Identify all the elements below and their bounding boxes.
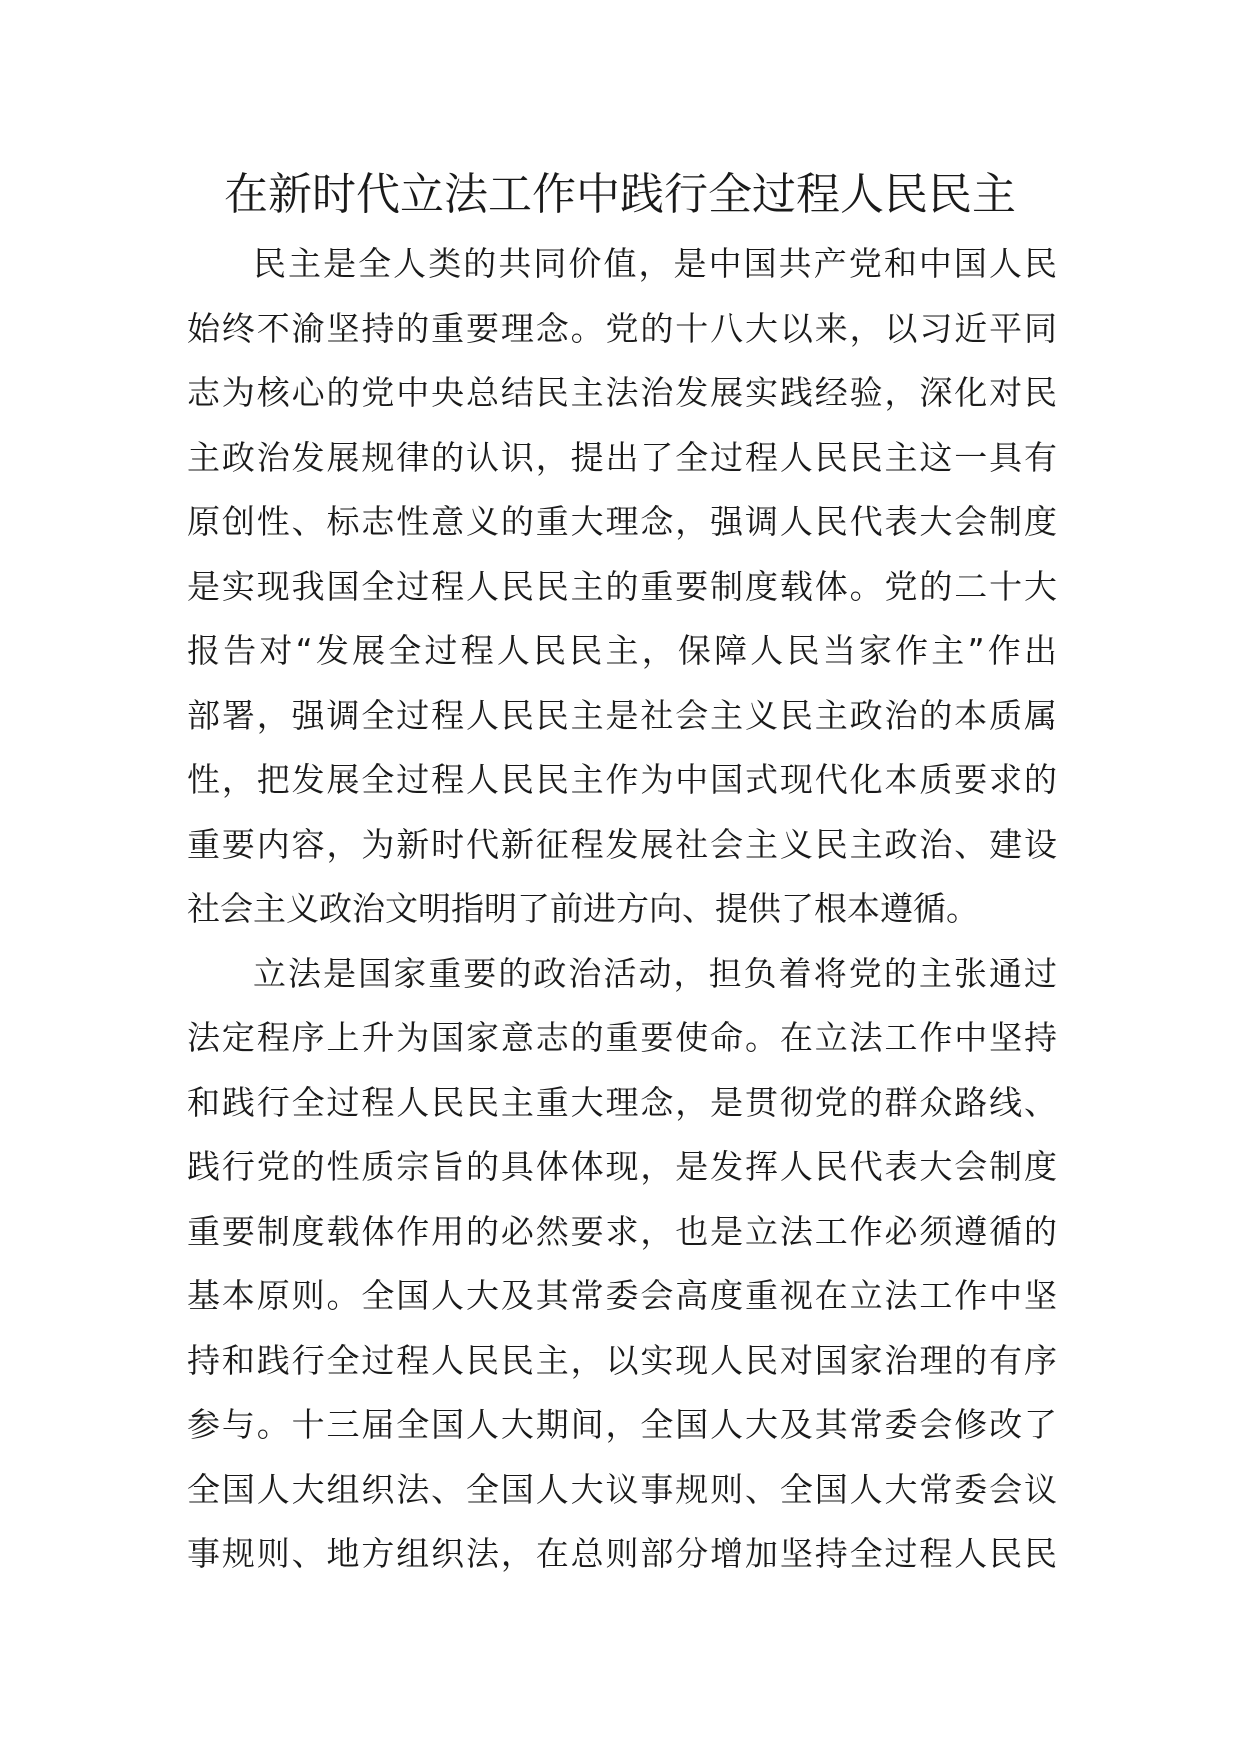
paragraph-line: 法定程序上升为国家意志的重要使命。在立法工作中坚持 [187,1018,1057,1057]
paragraph-line: 部署，强调全过程人民民主是社会主义民主政治的本质属 [187,695,1057,735]
document-body [187,232,1057,1587]
paragraph-line: 始终不渝坚持的重要理念。党的十八大以来，以习近平同 [187,308,1057,348]
paragraph-line: 和践行全过程人民民主重大理念，是贯彻党的群众路线、 [187,1082,1057,1122]
paragraph-line: 主政治发展规律的认识，提出了全过程人民民主这一具有 [187,437,1057,477]
paragraph-line: 全国人大组织法、全国人大议事规则、全国人大常委会议 [187,1469,1057,1509]
paragraph-line: 重要内容，为新时代新征程发展社会主义民主政治、建设 [187,824,1057,864]
paragraph-line: 参与。十三届全国人大期间，全国人大及其常委会修改了 [187,1405,1057,1444]
paragraph-line: 原创性、标志性意义的重大理念，强调人民代表大会制度 [187,502,1057,541]
paragraph-line: 持和践行全过程人民民主，以实现人民对国家治理的有序 [187,1340,1057,1380]
paragraph-line: 报告对“发展全过程人民民主，保障人民当家作主”作出 [187,631,1057,670]
paragraph-line: 重要制度载体作用的必然要求，也是立法工作必须遵循的 [187,1211,1057,1251]
paragraph-1 [187,232,1057,942]
paragraph-line: 基本原则。全国人大及其常委会高度重视在立法工作中坚 [187,1276,1057,1315]
paragraph-line: 践行党的性质宗旨的具体体现，是发挥人民代表大会制度 [187,1147,1057,1186]
paragraph-line: 民主是全人类的共同价值，是中国共产党和中国人民 [253,244,1057,283]
document-title: 在新时代立法工作中践行全过程人民民主 [224,169,1016,220]
paragraph-line: 事规则、地方组织法，在总则部分增加坚持全过程人民民 [187,1534,1057,1573]
paragraph-line: 志为核心的党中央总结民主法治发展实践经验，深化对民 [187,373,1057,412]
paragraph-2 [187,942,1057,1587]
paragraph-line: 社会主义政治文明指明了前进方向、提供了根本遵循。 [187,889,979,928]
paragraph-line: 性，把发展全过程人民民主作为中国式现代化本质要求的 [187,760,1057,799]
paragraph-line: 立法是国家重要的政治活动，担负着将党的主张通过 [253,953,1057,993]
paragraph-line: 是实现我国全过程人民民主的重要制度载体。党的二十大 [187,566,1057,606]
